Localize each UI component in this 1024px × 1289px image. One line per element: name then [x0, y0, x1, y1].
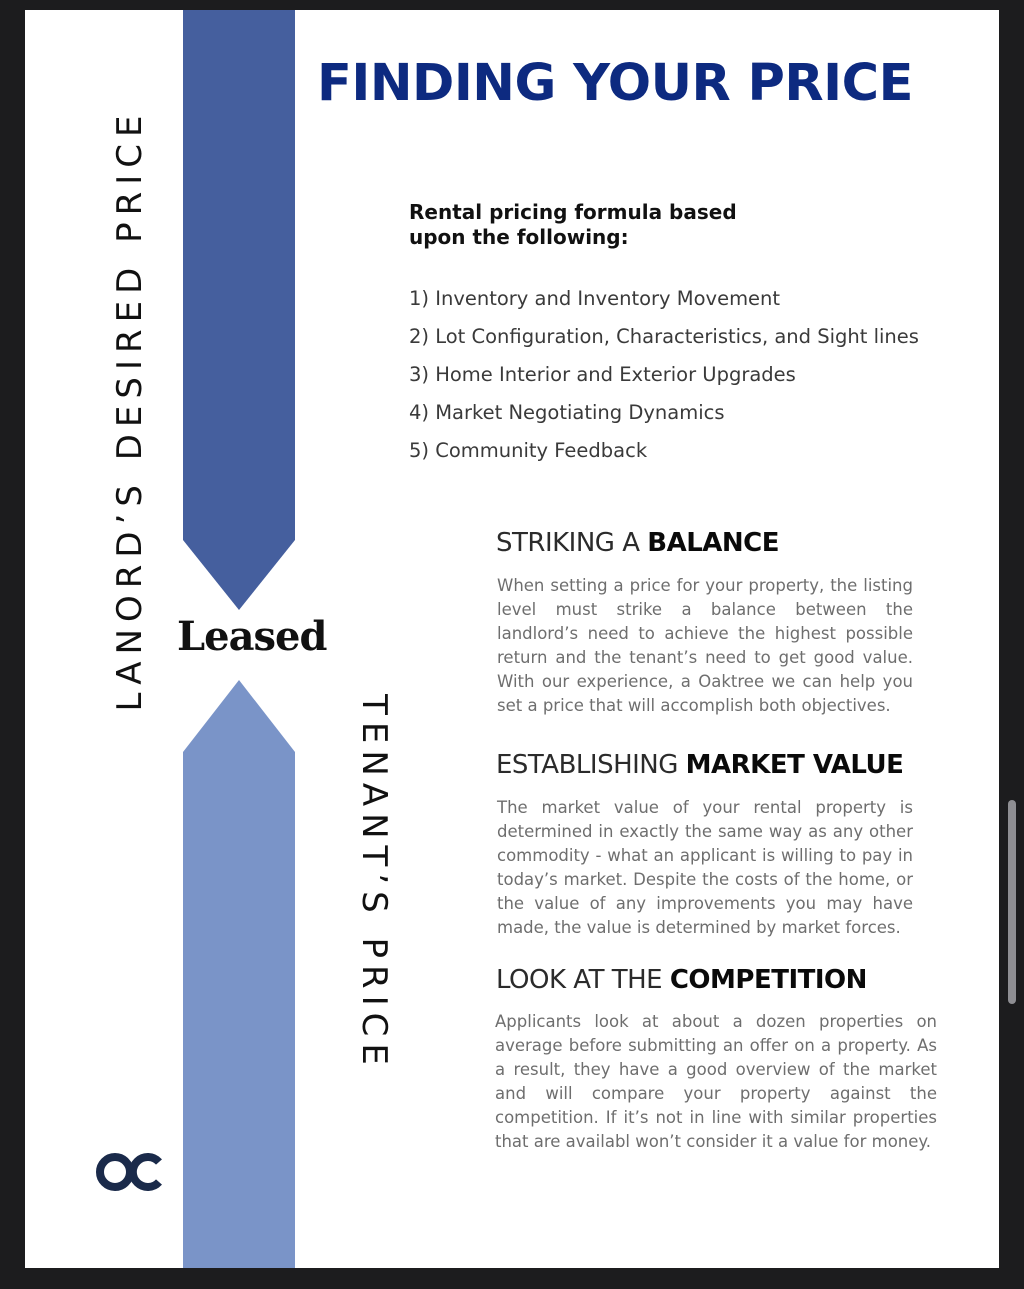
page-title: FINDING YOUR PRICE: [317, 54, 913, 113]
tenant-price-label: TENANT’S PRICE: [354, 694, 394, 1072]
market-value-title-light: ESTABLISHING: [496, 750, 686, 780]
formula-list: [409, 280, 919, 470]
balance-title-bold: BALANCE: [647, 528, 779, 558]
leased-label: Leased: [177, 613, 327, 660]
balance-section-body: When setting a price for your property, the listing level must strike a balance between the landlord’s need to achieve the highest possible return and the tenant’s need to get good value. With our experience, a Oaktree we can help you set a price that will accomplish both objectives.: [497, 576, 913, 715]
competition-section-body: Applicants look at about a dozen properties on average before submitting an offer on a property. As a result, they have a good overview of the market and will compare your property against the competition. If it’s not in line with similar properties that are availabl won’t consider it a value for money.: [495, 1012, 937, 1151]
competition-section-title: [496, 965, 867, 995]
document-page: [25, 10, 999, 1268]
market-value-section-body: The market value of your rental property is determined in exactly the same way as any other commodity - what an applicant is willing to pay in today’s market. Despite the costs of the home, or the value of any improvements you may have made, the value is determined by market forces.: [497, 798, 913, 937]
formula-item: 1) Inventory and Inventory Movement: [409, 287, 781, 310]
landlord-desired-price-label: LANORD’S DESIRED PRICE: [110, 108, 150, 712]
scrollbar-thumb[interactable]: [1008, 800, 1016, 1004]
formula-item: 2) Lot Configuration, Characteristics, and Sight lines: [409, 325, 919, 348]
tenant-price-arrow: [183, 680, 295, 1268]
competition-title-light: LOOK AT THE: [496, 965, 670, 995]
formula-heading-line-1: Rental pricing formula based: [409, 200, 737, 224]
market-value-section-title: [496, 750, 903, 780]
balance-title-light: STRIKING A: [496, 528, 648, 558]
landlord-price-arrow: [183, 10, 295, 610]
market-value-title-bold: MARKET VALUE: [685, 750, 904, 780]
formula-item: 5) Community Feedback: [409, 439, 648, 462]
formula-heading-line-2: upon the following:: [409, 225, 629, 249]
formula-heading: [409, 200, 789, 250]
oaktree-logo-icon: [95, 1150, 165, 1194]
formula-item: 4) Market Negotiating Dynamics: [409, 401, 725, 424]
competition-title-bold: COMPETITION: [669, 965, 867, 995]
formula-item: 3) Home Interior and Exterior Upgrades: [409, 363, 796, 386]
balance-section-title: [496, 528, 779, 558]
